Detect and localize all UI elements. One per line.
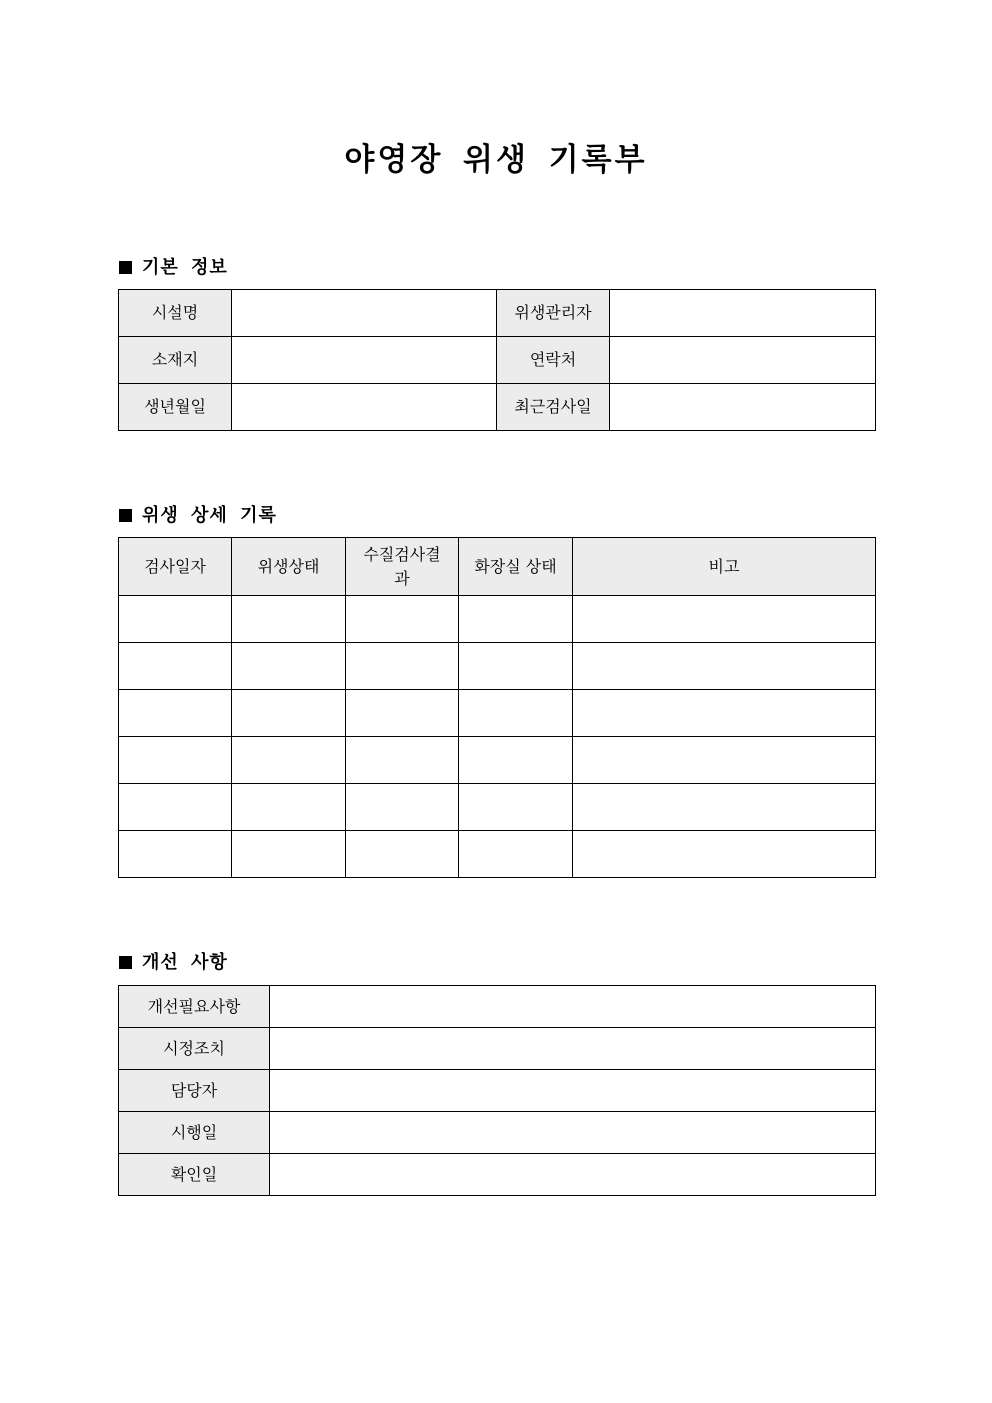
hygiene-manager-field[interactable] xyxy=(610,290,876,337)
column-header-water-quality-result: 수질검사결과 xyxy=(346,538,459,596)
improvement-needed-field[interactable] xyxy=(270,986,876,1028)
implementation-date-field[interactable] xyxy=(270,1112,876,1154)
person-in-charge-field[interactable] xyxy=(270,1070,876,1112)
column-header-remarks: 비고 xyxy=(573,538,876,596)
table-row xyxy=(119,1112,876,1154)
square-bullet-icon xyxy=(119,956,132,969)
table-row xyxy=(119,831,876,878)
table-header-row xyxy=(119,538,876,596)
square-bullet-icon xyxy=(119,509,132,522)
inspection-date-cell[interactable] xyxy=(119,643,232,690)
location-field[interactable] xyxy=(232,337,497,384)
table-row xyxy=(119,690,876,737)
water-quality-cell[interactable] xyxy=(346,643,459,690)
section-heading-label: 개선 사항 xyxy=(142,952,228,973)
restroom-status-cell[interactable] xyxy=(459,737,573,784)
facility-name-label: 시설명 xyxy=(119,290,232,337)
remarks-cell[interactable] xyxy=(573,737,876,784)
section-heading-improvements xyxy=(119,948,228,974)
restroom-status-cell[interactable] xyxy=(459,831,573,878)
table-row xyxy=(119,290,876,337)
water-quality-cell[interactable] xyxy=(346,831,459,878)
last-inspection-label: 최근검사일 xyxy=(497,384,610,431)
last-inspection-field[interactable] xyxy=(610,384,876,431)
confirmation-date-label: 확인일 xyxy=(119,1154,270,1196)
basic-info-table xyxy=(118,289,876,431)
hygiene-status-cell[interactable] xyxy=(232,737,346,784)
person-in-charge-label: 담당자 xyxy=(119,1070,270,1112)
water-quality-cell[interactable] xyxy=(346,690,459,737)
table-row xyxy=(119,1154,876,1196)
table-row xyxy=(119,384,876,431)
inspection-date-cell[interactable] xyxy=(119,690,232,737)
confirmation-date-field[interactable] xyxy=(270,1154,876,1196)
section-heading-label: 기본 정보 xyxy=(142,257,228,278)
facility-name-field[interactable] xyxy=(232,290,497,337)
water-quality-cell[interactable] xyxy=(346,596,459,643)
column-header-hygiene-status: 위생상태 xyxy=(232,538,346,596)
column-header-restroom-status: 화장실 상태 xyxy=(459,538,573,596)
corrective-action-label: 시정조치 xyxy=(119,1028,270,1070)
remarks-cell[interactable] xyxy=(573,596,876,643)
improvements-table xyxy=(118,985,876,1196)
contact-field[interactable] xyxy=(610,337,876,384)
birthdate-field[interactable] xyxy=(232,384,497,431)
section-heading-detail-records xyxy=(119,501,277,527)
corrective-action-field[interactable] xyxy=(270,1028,876,1070)
inspection-date-cell[interactable] xyxy=(119,784,232,831)
column-header-inspection-date: 검사일자 xyxy=(119,538,232,596)
inspection-date-cell[interactable] xyxy=(119,596,232,643)
hygiene-status-cell[interactable] xyxy=(232,596,346,643)
restroom-status-cell[interactable] xyxy=(459,596,573,643)
restroom-status-cell[interactable] xyxy=(459,784,573,831)
restroom-status-cell[interactable] xyxy=(459,690,573,737)
implementation-date-label: 시행일 xyxy=(119,1112,270,1154)
hygiene-status-cell[interactable] xyxy=(232,831,346,878)
table-row xyxy=(119,784,876,831)
hygiene-status-cell[interactable] xyxy=(232,784,346,831)
detail-records-table xyxy=(118,537,876,878)
remarks-cell[interactable] xyxy=(573,690,876,737)
table-row xyxy=(119,1070,876,1112)
restroom-status-cell[interactable] xyxy=(459,643,573,690)
water-quality-cell[interactable] xyxy=(346,737,459,784)
remarks-cell[interactable] xyxy=(573,643,876,690)
table-row xyxy=(119,596,876,643)
hygiene-manager-label: 위생관리자 xyxy=(497,290,610,337)
table-row xyxy=(119,643,876,690)
birthdate-label: 생년월일 xyxy=(119,384,232,431)
section-heading-label: 위생 상세 기록 xyxy=(142,505,277,526)
remarks-cell[interactable] xyxy=(573,831,876,878)
improvement-needed-label: 개선필요사항 xyxy=(119,986,270,1028)
section-heading-basic-info xyxy=(119,253,228,279)
location-label: 소재지 xyxy=(119,337,232,384)
hygiene-status-cell[interactable] xyxy=(232,643,346,690)
contact-label: 연락처 xyxy=(497,337,610,384)
inspection-date-cell[interactable] xyxy=(119,831,232,878)
water-quality-cell[interactable] xyxy=(346,784,459,831)
table-row xyxy=(119,1028,876,1070)
document-title: 야영장 위생 기록부 xyxy=(344,142,648,178)
table-row xyxy=(119,986,876,1028)
inspection-date-cell[interactable] xyxy=(119,737,232,784)
remarks-cell[interactable] xyxy=(573,784,876,831)
hygiene-status-cell[interactable] xyxy=(232,690,346,737)
square-bullet-icon xyxy=(119,261,132,274)
table-row xyxy=(119,737,876,784)
table-row xyxy=(119,337,876,384)
